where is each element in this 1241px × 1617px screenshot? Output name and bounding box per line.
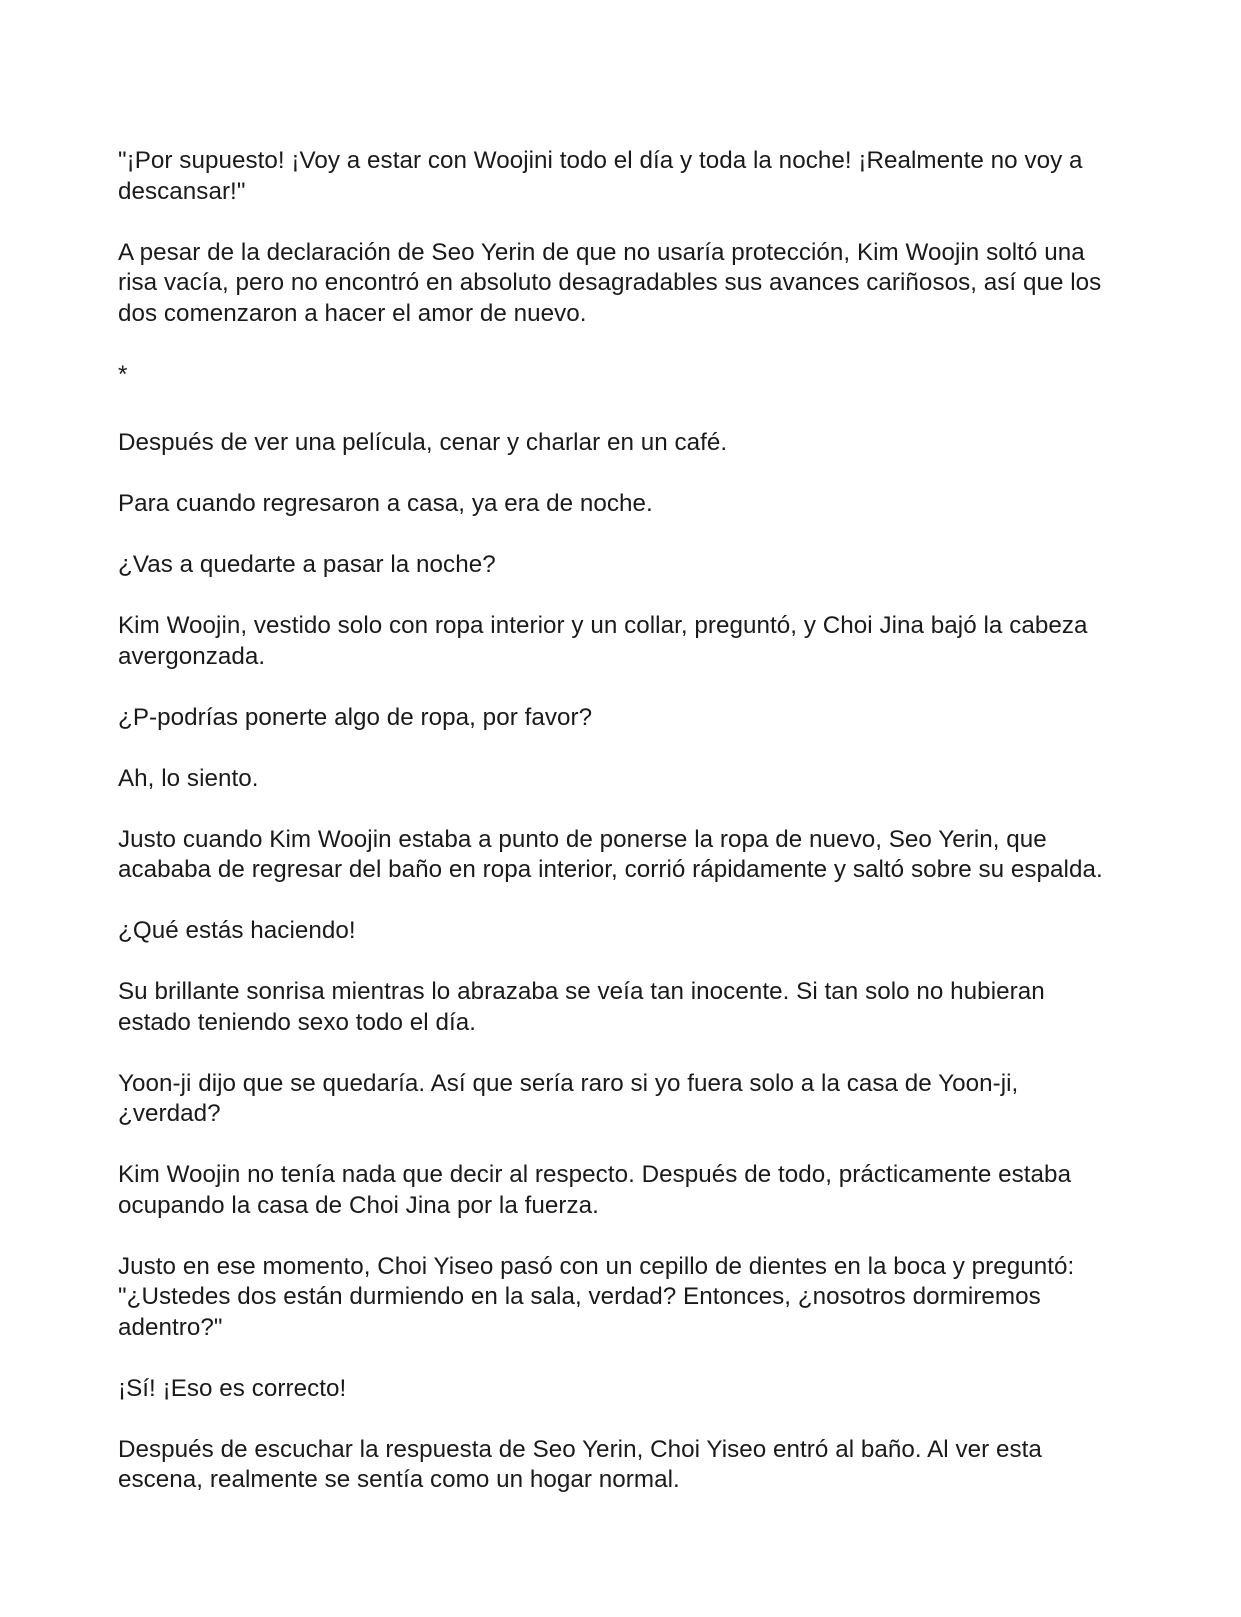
paragraph: Su brillante sonrisa mientras lo abrazaba se veía tan inocente. Si tan solo no hubieran estado teniendo sexo todo el día. (118, 978, 1045, 1036)
paragraph: Yoon-ji dijo que se quedaría. Así que sería raro si yo fuera solo a la casa de Yoon-ji, ¿verdad? (118, 1069, 1019, 1127)
paragraph: Para cuando regresaron a casa, ya era de noche. (118, 490, 653, 517)
paragraph: "¡Por supuesto! ¡Voy a estar con Woojini todo el día y toda la noche! ¡Realmente no voy a descansar!" (118, 147, 1083, 205)
paragraph: Kim Woojin, vestido solo con ropa interior y un collar, preguntó, y Choi Jina bajó la cabeza avergonzada. (118, 612, 1088, 670)
paragraph: ¿Vas a quedarte a pasar la noche? (118, 551, 496, 578)
paragraph: ¿Qué estás haciendo! (118, 917, 356, 944)
paragraph: ¿P-podrías ponerte algo de ropa, por favor? (118, 703, 593, 731)
paragraph: Kim Woojin no tenía nada que decir al respecto. Después de todo, prácticamente estaba ocupando la casa de Choi Jina por la fuerza. (118, 1161, 1072, 1219)
paragraph: ¡Sí! ¡Eso es correcto! (118, 1374, 347, 1402)
text-body (118, 146, 1118, 1526)
paragraph: Después de escuchar la respuesta de Seo Yerin, Choi Yiseo entró al baño. Al ver esta escena, realmente se sentía como un hogar normal. (118, 1435, 1042, 1493)
paragraph: Justo cuando Kim Woojin estaba a punto de ponerse la ropa de nuevo, Seo Yerin, que acababa de regresar del baño en ropa interior, corrió rápidamente y saltó sobre su espalda. (118, 825, 1103, 883)
paragraph: Ah, lo siento. (118, 764, 259, 792)
paragraph: A pesar de la declaración de Seo Yerin de que no usaría protección, Kim Woojin soltó una risa vacía, pero no encontró en absoluto desagradables sus avances cariñosos, así que los dos comenzaron a hacer el amor de nuevo. (118, 238, 1102, 327)
scene-separator: * (118, 360, 128, 388)
paragraph: Después de ver una película, cenar y charlar en un café. (118, 429, 728, 456)
paragraph: Justo en ese momento, Choi Yiseo pasó con un cepillo de dientes en la boca y preguntó: "¿Ustedes dos están durmiendo en la sala, verdad? Entonces, ¿nosotros dormiremos adentro?" (118, 1252, 1075, 1341)
